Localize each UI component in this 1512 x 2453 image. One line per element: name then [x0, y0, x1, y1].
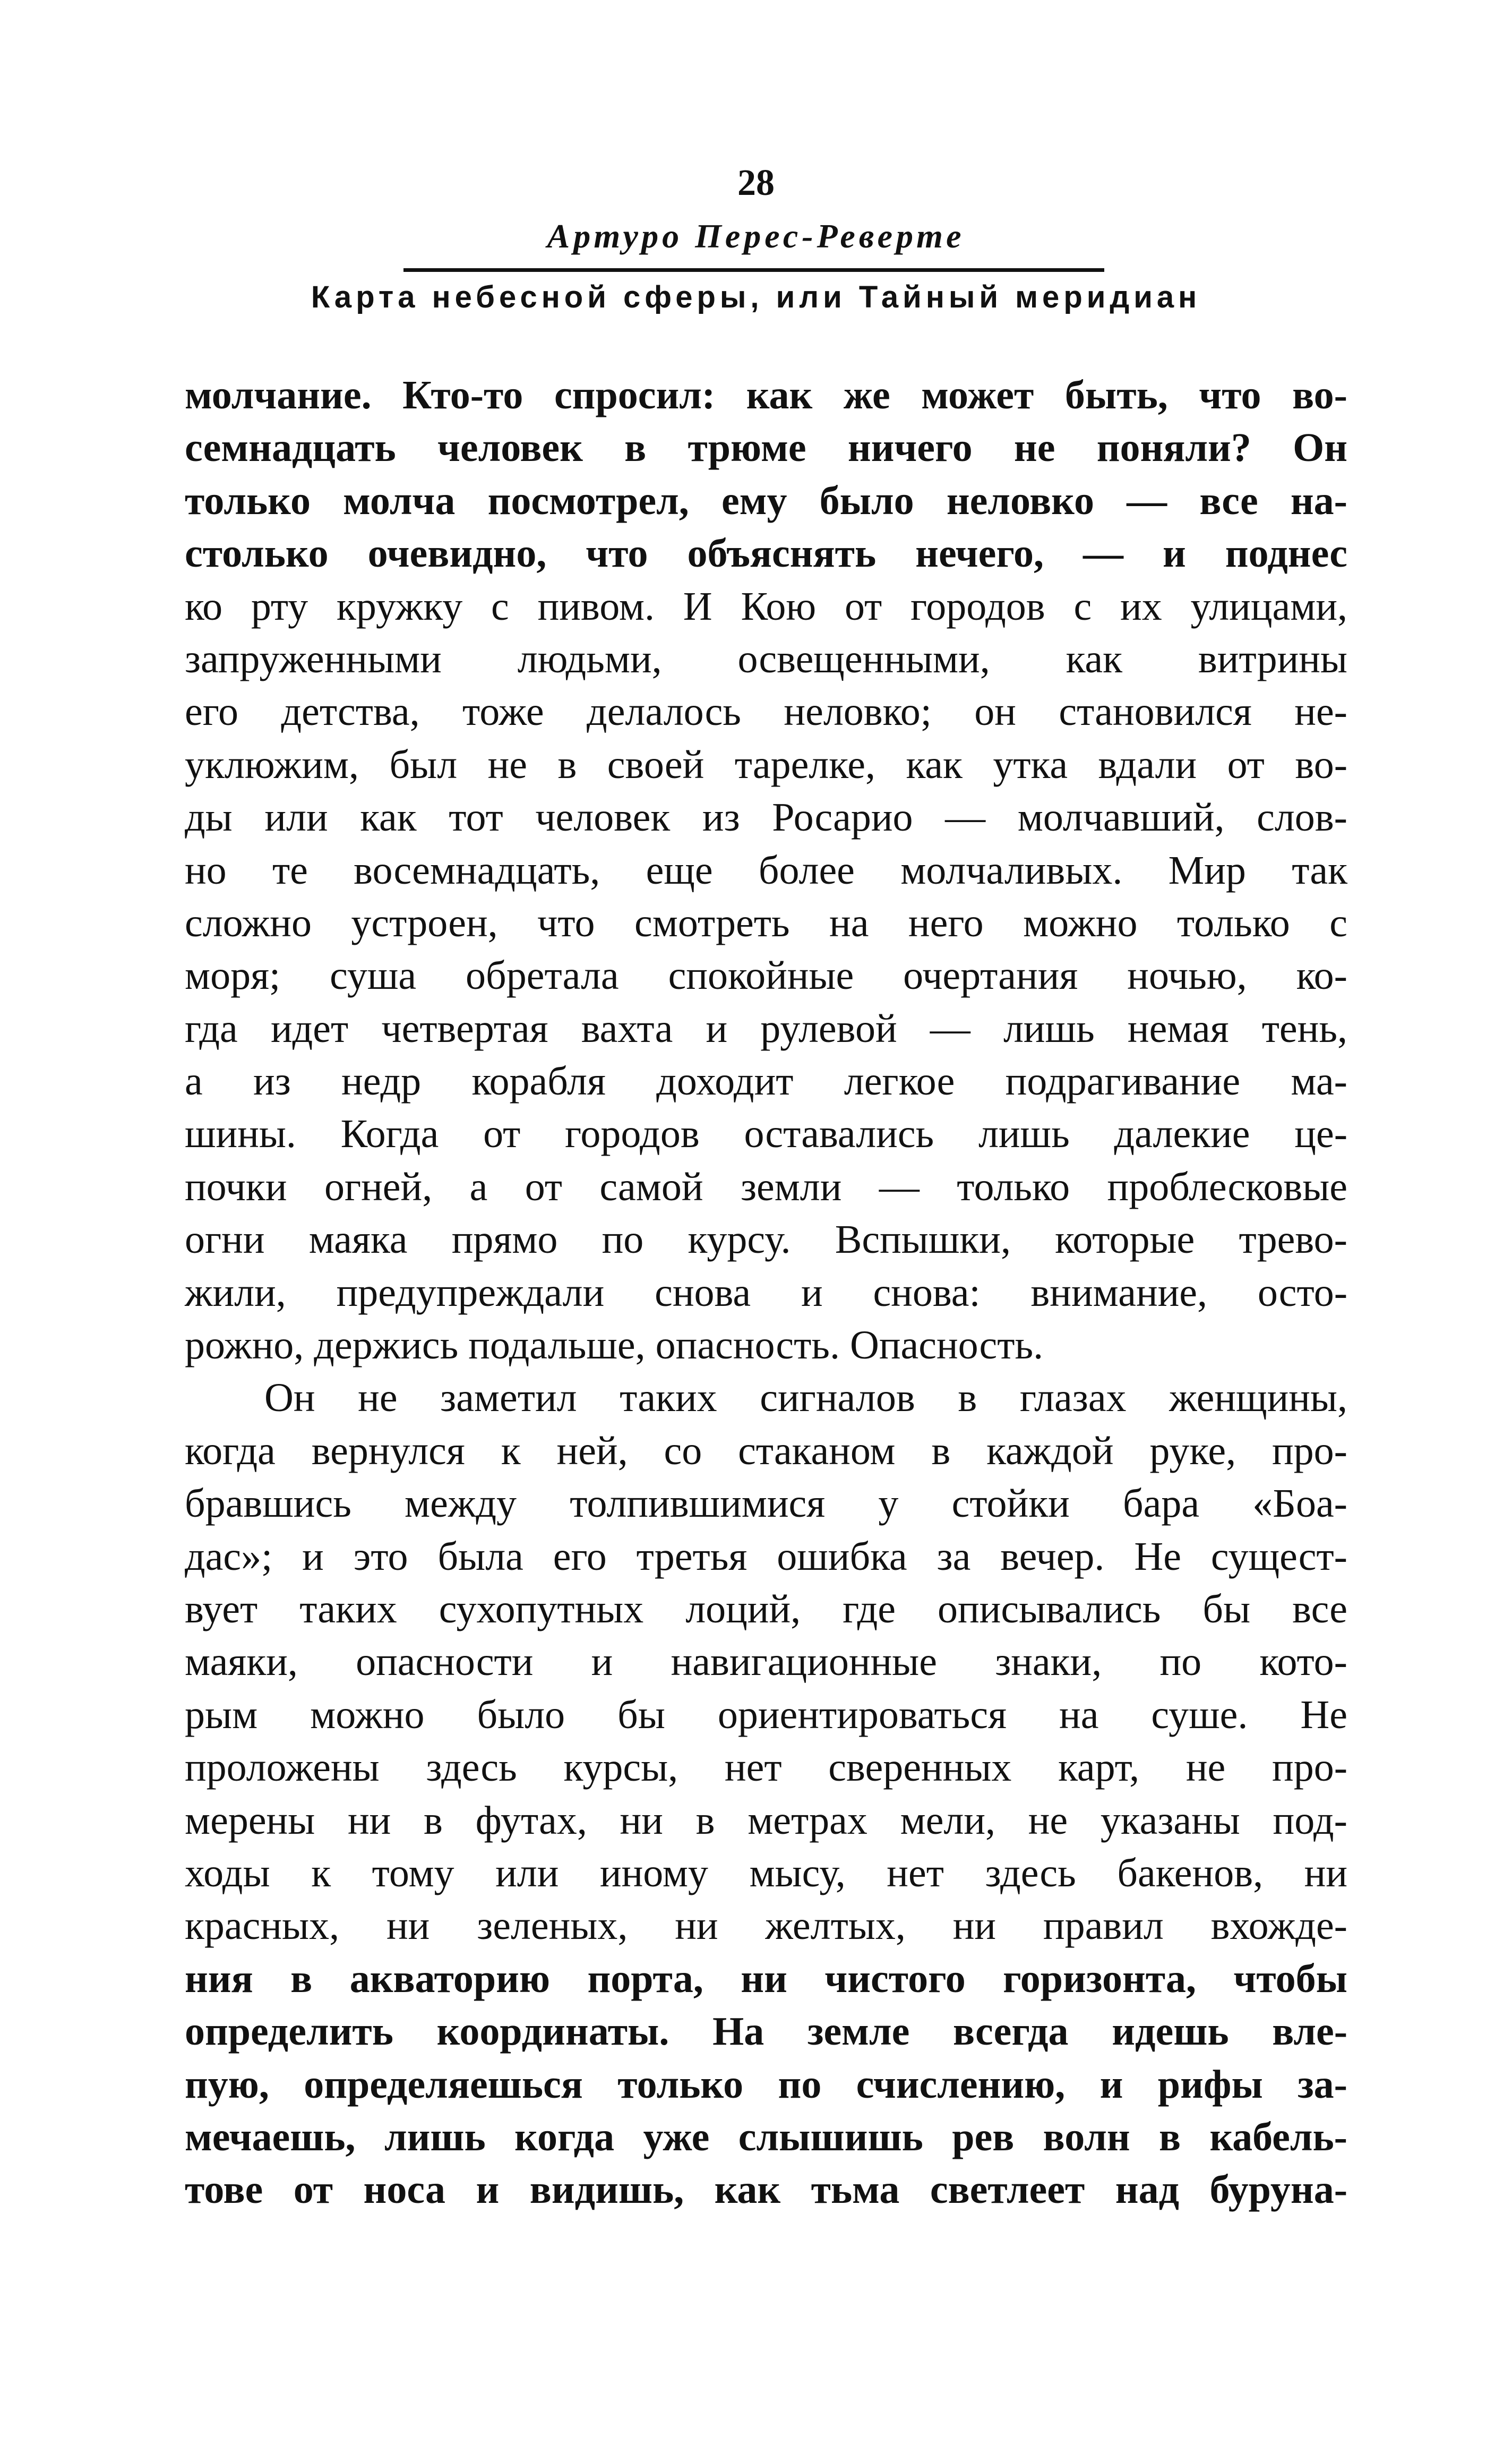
- text-line: а из недр корабля доходит легкое подрагивание ма-: [185, 1059, 1347, 1104]
- text-line: дас»; и это была его третья ошибка за вечер. Не сущест-: [185, 1534, 1347, 1579]
- text-line: столько очевидно, что объяснять нечего, — и поднес: [185, 531, 1347, 576]
- text-line: сложно устроен, что смотреть на него можно только с: [185, 900, 1347, 945]
- text-line: бравшись между толпившимися у стойки бара «Боа-: [185, 1481, 1347, 1526]
- text-line: уклюжим, был не в своей тарелке, как утка вдали от во-: [185, 742, 1347, 787]
- text-line: молчание. Кто-то спросил: как же может быть, что во-: [185, 373, 1347, 417]
- text-line: ко рту кружку с пивом. И Кою от городов с их улицами,: [185, 584, 1347, 629]
- text-line: рым можно было бы ориентироваться на суше. Не: [185, 1692, 1347, 1737]
- text-line: определить координаты. На земле всегда идешь вле-: [185, 2009, 1347, 2054]
- text-line: жили, предупреждали снова и снова: внимание, осто-: [185, 1270, 1347, 1315]
- text-line: огни маяка прямо по курсу. Вспышки, которые трево-: [185, 1217, 1347, 1262]
- running-head-title: Карта небесной сферы, или Тайный меридиан: [311, 280, 1201, 314]
- text-line: запруженными людьми, освещенными, как витрины: [185, 636, 1347, 681]
- text-line: ния в акваторию порта, ни чистого горизонта, чтобы: [185, 1956, 1347, 2001]
- text-line: Он не заметил таких сигналов в глазах женщины,: [264, 1375, 1347, 1421]
- text-line: почки огней, а от самой земли — только проблесковые: [185, 1164, 1347, 1209]
- text-line: только молча посмотрел, ему было неловко — все на-: [185, 478, 1347, 523]
- text-line: но те восемнадцать, еще более молчаливых. Мир так: [185, 848, 1347, 893]
- text-line: семнадцать человек в трюме ничего не поняли? Он: [185, 425, 1347, 471]
- header-rule: [403, 268, 1104, 272]
- text-line: мечаешь, лишь когда уже слышишь рев волн в кабель-: [185, 2114, 1347, 2159]
- text-line: ды или как тот человек из Росарио — молчавший, слов-: [185, 795, 1347, 840]
- running-head-author: Артуро Перес-Реверте: [547, 217, 965, 255]
- text-line: пую, определяешься только по счислению, и рифы за-: [185, 2062, 1347, 2107]
- text-line: ходы к тому или иному мысу, нет здесь бакенов, ни: [185, 1850, 1347, 1895]
- text-line: тове от носа и видишь, как тьма светлеет над буруна-: [185, 2167, 1347, 2212]
- text-line: проложены здесь курсы, нет сверенных карт, не про-: [185, 1745, 1347, 1790]
- page-number: 28: [737, 163, 775, 203]
- text-line: маяки, опасности и навигационные знаки, по кото-: [185, 1639, 1347, 1685]
- text-line: его детства, тоже делалось неловко; он становился не-: [185, 689, 1347, 734]
- text-line: красных, ни зеленых, ни желтых, ни правил вхожде-: [185, 1903, 1347, 1948]
- text-line: шины. Когда от городов оставались лишь далекие це-: [185, 1112, 1347, 1157]
- text-line: рожно, держись подальше, опасность. Опасность.: [185, 1323, 1044, 1368]
- text-line: когда вернулся к ней, со стаканом в каждой руке, про-: [185, 1428, 1347, 1473]
- text-line: мерены ни в футах, ни в метрах мели, не указаны под-: [185, 1798, 1347, 1843]
- text-line: вует таких сухопутных лоций, где описывались бы все: [185, 1586, 1347, 1631]
- text-line: гда идет четвертая вахта и рулевой — лишь немая тень,: [185, 1006, 1347, 1051]
- text-line: моря; суша обретала спокойные очертания ночью, ко-: [185, 953, 1347, 998]
- body-text: [185, 369, 1347, 2217]
